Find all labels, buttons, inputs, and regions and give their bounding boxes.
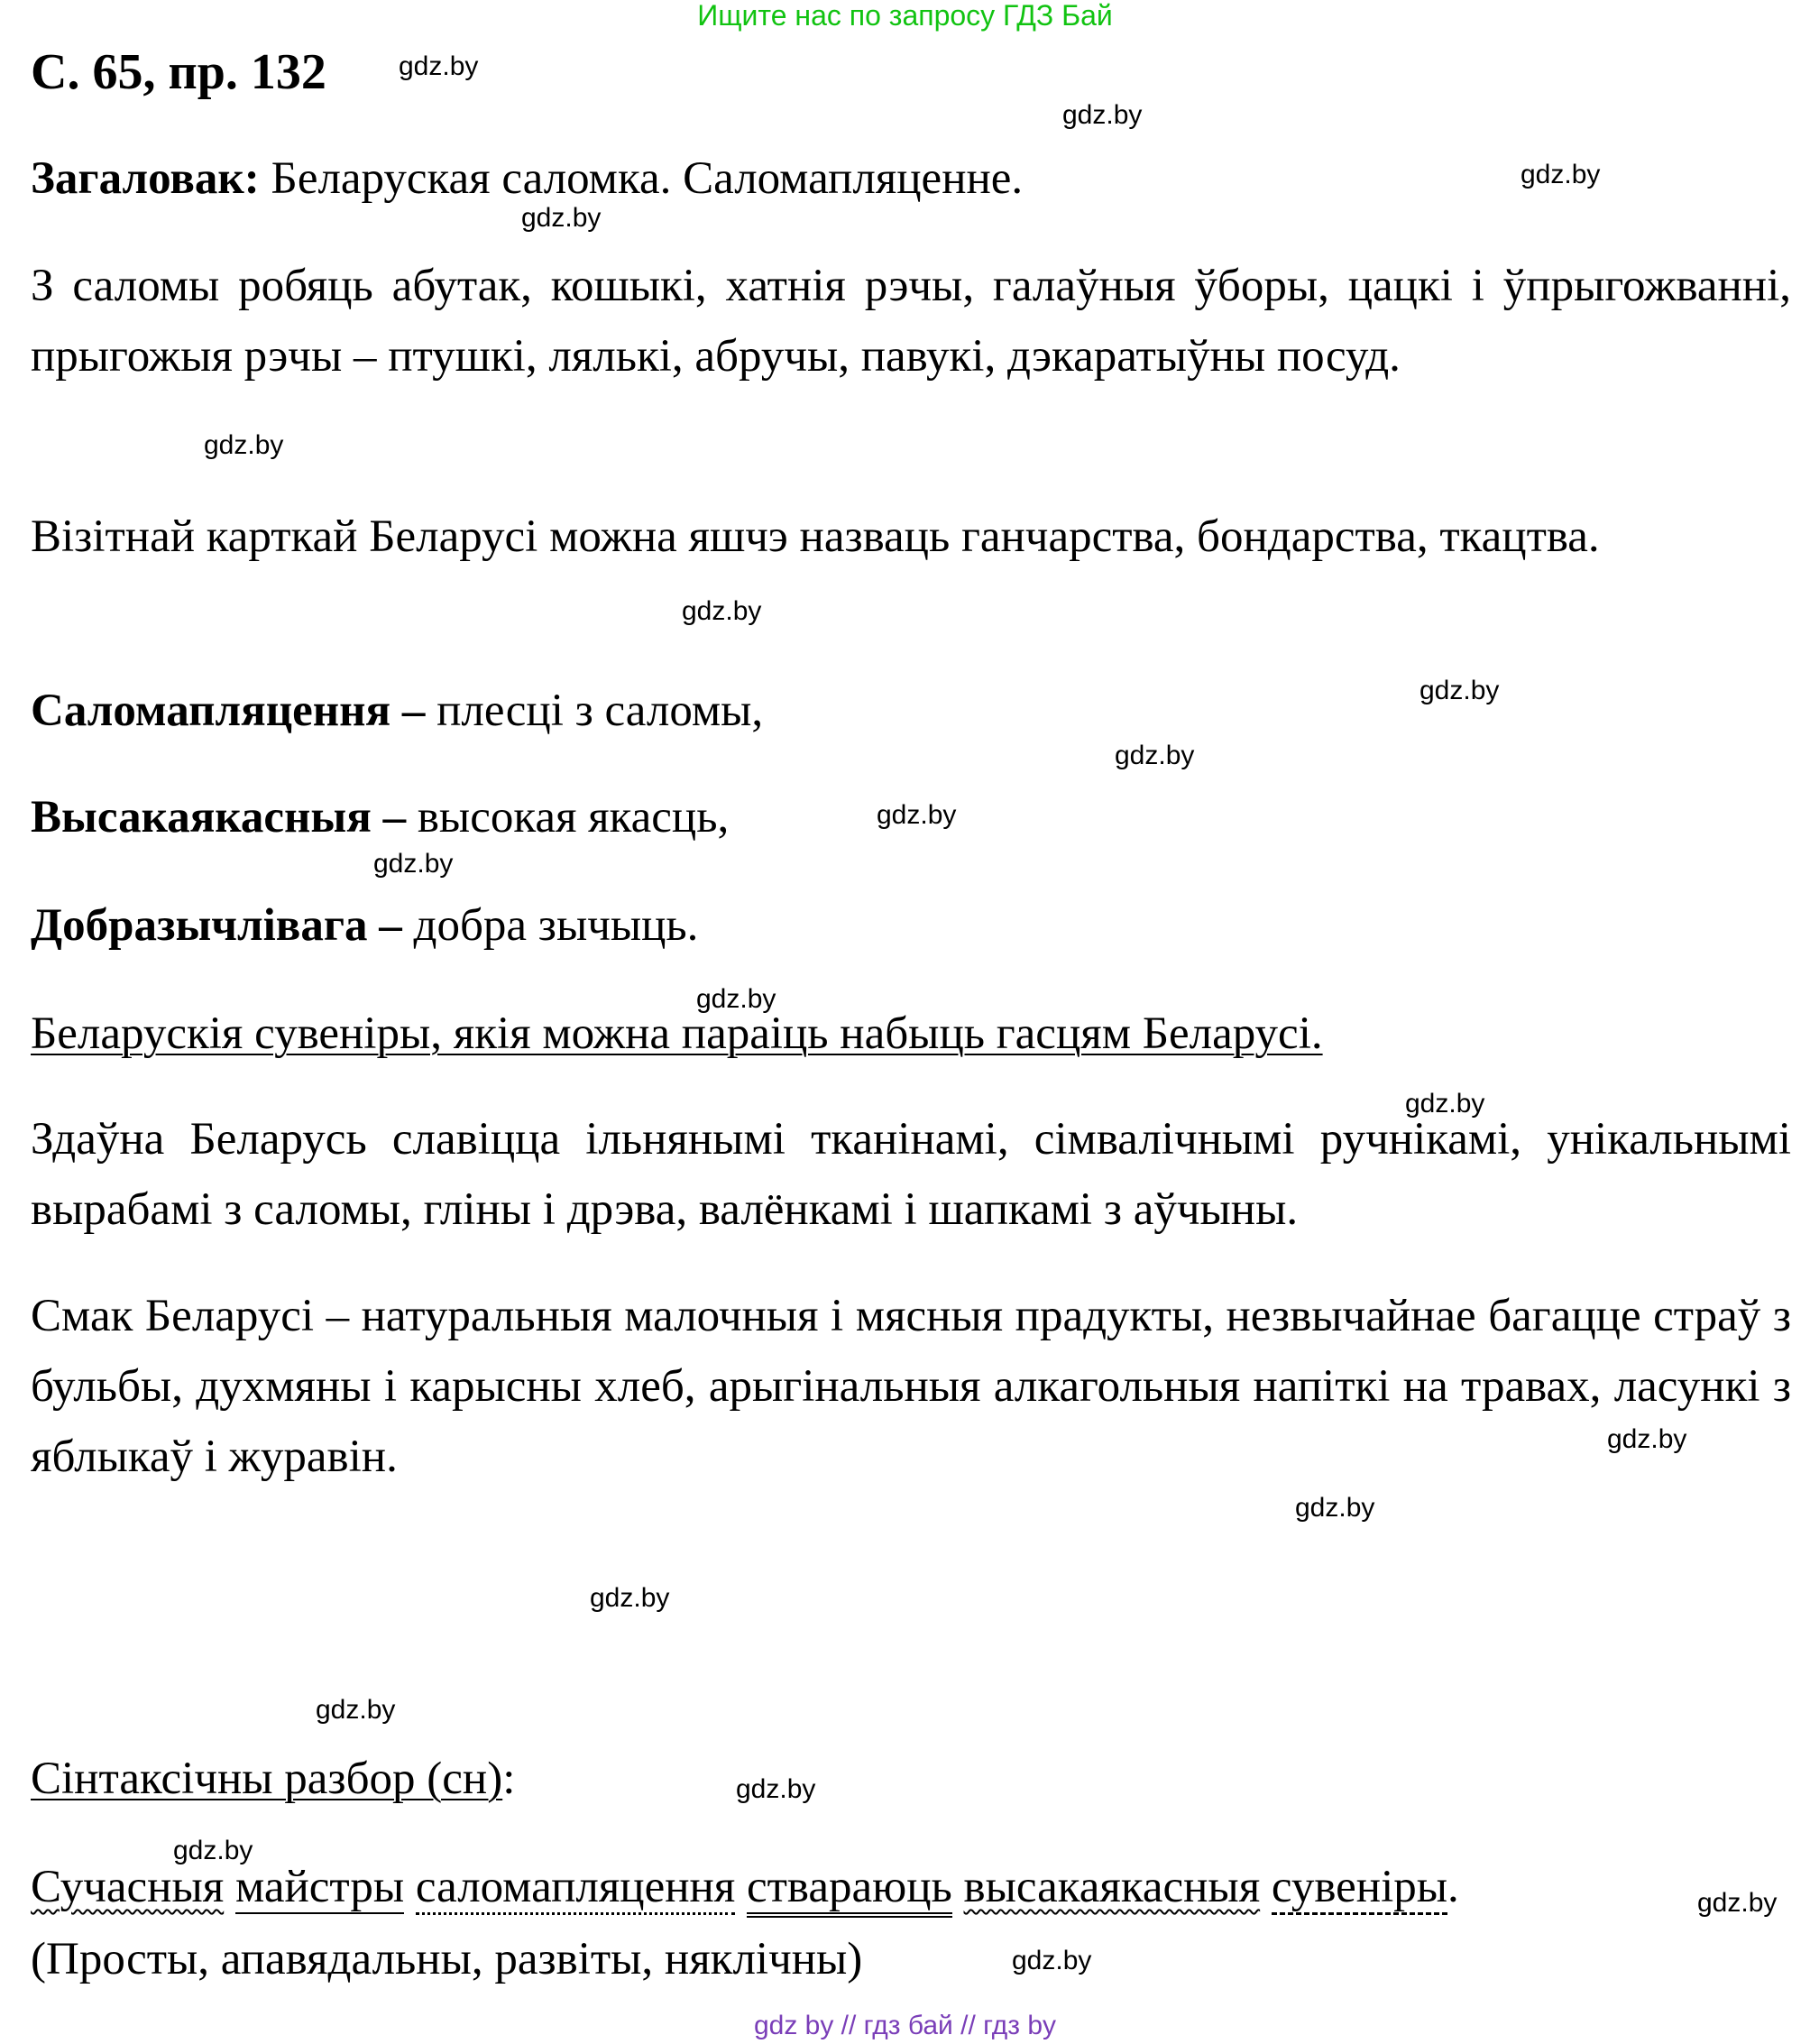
parse-word-attribute: высакаякасныя	[963, 1862, 1261, 1912]
watermark: gdz.by	[1420, 676, 1500, 705]
definition-text: добра зычыць.	[401, 900, 699, 951]
watermark: gdz.by	[399, 51, 479, 81]
watermark: gdz.by	[373, 849, 454, 879]
watermark: gdz.by	[1115, 741, 1195, 770]
top-banner[interactable]: Ищите нас по запросу ГДЗ Бай	[697, 0, 1113, 32]
title-text: Беларуская саломка. Саломапляценне.	[259, 153, 1024, 204]
watermark: gdz.by	[1062, 100, 1143, 130]
paragraph-taste: Смак Беларусі – натуральныя малочныя і мясныя прадукты, незвычайнае багацце страў з бульбы, духмяны і карысны хлеб, арыгінальныя алкагольныя напіткі на травах, ласункі з яблыкаў і журавін.	[31, 1291, 1791, 1482]
watermark: gdz.by	[696, 984, 776, 1014]
title-line	[31, 152, 1023, 206]
watermark: gdz.by	[316, 1695, 396, 1725]
watermark: gdz.by	[204, 430, 284, 460]
definition-text: плесці з саломы,	[425, 686, 764, 736]
definition-term: Высакаякасныя –	[31, 792, 407, 842]
title-label: Загаловак:	[31, 153, 260, 204]
paragraph-crafts: Здаўна Беларусь славіцца ільнянымі тканінамі, сімвалічнымі ручнікамі, унікальнымі вырабамі з саломы, гліны і дрэва, валёнкамі і шапкамі з аўчыны.	[31, 1114, 1791, 1235]
watermark: gdz.by	[1521, 160, 1601, 189]
exercise-heading: С. 65, пр. 132	[31, 44, 326, 100]
syntax-heading-line	[31, 1752, 515, 1806]
syntax-colon: :	[502, 1754, 516, 1804]
watermark: gdz.by	[877, 800, 957, 830]
definition-row	[31, 684, 763, 738]
watermark: gdz.by	[1607, 1424, 1687, 1454]
sentence-parse	[31, 1860, 1459, 1918]
parse-word-subject: майстры	[234, 1862, 405, 1912]
parse-result: (Просты, апавядальны, развіты, няклічны)	[31, 1934, 863, 1984]
definition-text: высокая якасць,	[406, 792, 730, 842]
parse-word-object: сувеніры	[1272, 1862, 1447, 1915]
parse-period: .	[1447, 1862, 1459, 1912]
parse-word-attribute: саломапляцення	[416, 1862, 735, 1915]
watermark: gdz.by	[1697, 1888, 1778, 1918]
definition-term: Саломапляцення –	[31, 686, 426, 736]
watermark: gdz.by	[1012, 1946, 1092, 1975]
paragraph-business-card: Візітнай карткай Беларусі можна яшчэ назваць ганчарства, бондарства, ткацтва.	[31, 511, 1600, 562]
definition-term: Добразычлівага –	[31, 900, 402, 951]
footer-links[interactable]: gdz by // гдз бай // гдз by	[753, 2011, 1057, 2040]
watermark: gdz.by	[1405, 1089, 1485, 1119]
parse-word-predicate: ствараюць	[747, 1862, 952, 1918]
watermark: gdz.by	[173, 1836, 253, 1865]
watermark: gdz.by	[590, 1583, 670, 1613]
definition-row	[31, 790, 729, 844]
watermark: gdz.by	[682, 596, 762, 626]
parse-word-attribute: Сучасныя	[31, 1862, 225, 1912]
watermark: gdz.by	[1295, 1493, 1375, 1523]
paragraph-straw-items: З саломы робяць абутак, кошыкі, хатнія рэчы, галаўныя ўборы, цацкі і ўпрыгожванні, прыгожыя рэчы – птушкі, лялькі, абручы, павукі, дэкаратыўны посуд.	[31, 261, 1791, 382]
watermark: gdz.by	[521, 203, 602, 233]
souvenirs-heading: Беларускія сувеніры, якія можна параіць набыць гасцям Беларусі.	[31, 1008, 1323, 1059]
syntax-heading: Сінтаксічны разбор (сн)	[31, 1754, 503, 1804]
watermark: gdz.by	[736, 1774, 816, 1804]
definition-row	[31, 898, 698, 953]
